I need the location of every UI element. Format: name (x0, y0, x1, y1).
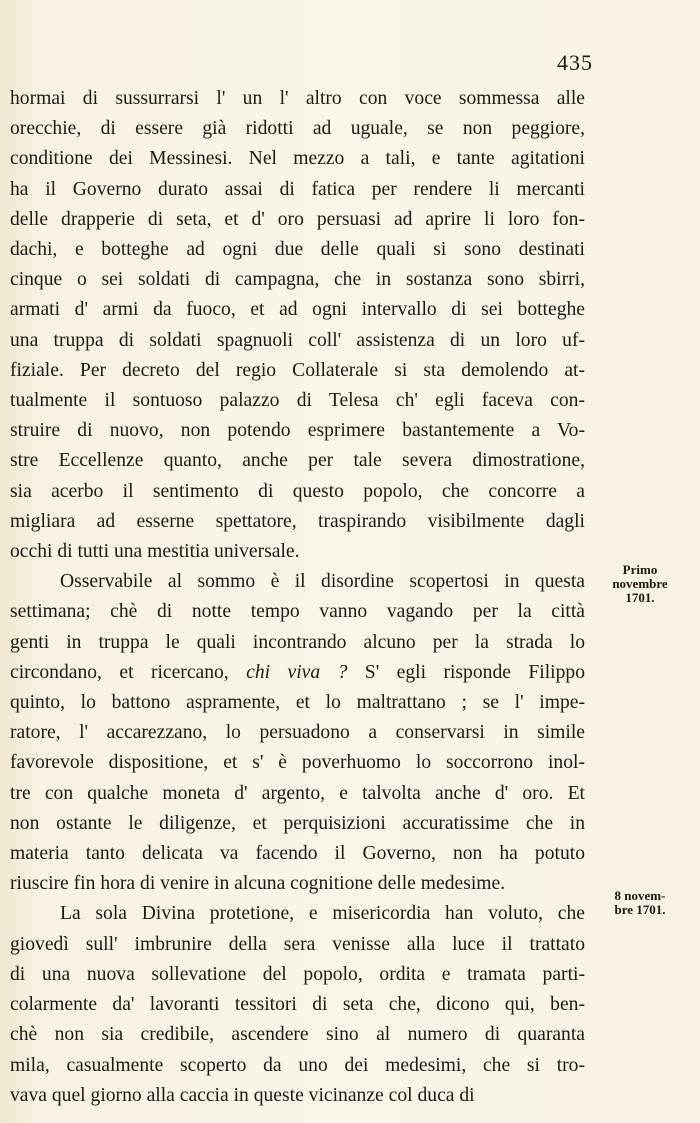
text-line: una truppa di soldati spagnuoli coll' assistenza di un loro uf- (10, 329, 585, 351)
text-line: cinque o sei soldati di campagna, che in sostanza sono sbirri, (10, 269, 585, 291)
text-line: chè non sia credibile, ascendere sino al numero di quaranta (10, 1024, 585, 1046)
text-line: orecchie, di essere già ridotti ad uguale, se non peggiore, (10, 118, 585, 140)
text-line: hormai di sussurrarsi l' un l' altro con voce sommessa alle (10, 88, 585, 109)
text-line: La sola Divina protetione, e misericordia han voluto, che (60, 903, 585, 925)
margin-note-line: 1701. (625, 590, 655, 605)
paragraph (10, 567, 585, 899)
text-line: riuscire fin hora di venire in alcuna cognitione delle medesime. (10, 873, 506, 895)
text-line: sia acerbo il sentimento di questo popolo, che concorre a (10, 480, 585, 502)
text-line: circondano, et ricercano, chi viva ? S' egli risponde Filippo (10, 661, 585, 683)
text-line: colarmente da' lavoranti tessitori di seta che, dicono qui, ben- (10, 994, 585, 1016)
margin-note-line: 8 novem- (614, 888, 666, 903)
text-line: struire di nuovo, non potendo esprimere bastantemente a Vo- (10, 420, 585, 442)
text-line: tre con qualche moneta d' argento, e talvolta anche d' oro. Et (10, 782, 585, 804)
text-line: fiziale. Per decreto del regio Collaterale si sta demolendo at- (10, 359, 585, 381)
text-line: quinto, lo battono aspramente, et lo maltrattano ; se l' impe- (10, 692, 585, 714)
text-line: non ostante le diligenze, et perquisizioni accuratissime che in (10, 812, 585, 834)
margin-note-date (590, 563, 690, 605)
text-line: migliara ad esserne spettatore, traspirando visibilmente dagli (10, 510, 585, 532)
text-line: genti in truppa le quali incontrando alcuno per la strada lo (10, 631, 585, 653)
text-line: armati d' armi da fuoco, et ad ogni intervallo di sei botteghe (10, 299, 585, 321)
text-line: ha il Governo durato assai di fatica per rendere li mercanti (10, 178, 585, 200)
text-line: giovedì sull' imbrunire della sera venisse alla luce il trattato (10, 933, 585, 955)
text-line: stre Eccellenze quanto, anche per tale severa dimostratione, (10, 450, 585, 472)
italic-phrase: chi viva ? (246, 661, 348, 683)
text-line: tualmente il sontuoso palazzo di Telesa ch' egli faceva con- (10, 390, 585, 412)
margin-note-line: novembre (612, 576, 668, 591)
text-line: mila, casualmente scoperto da uno dei medesimi, che si tro- (10, 1054, 585, 1076)
text-line: vava quel giorno alla caccia in queste vicinanze col duca di (10, 1084, 475, 1106)
paragraph (10, 899, 585, 1110)
text-line: Osservabile al sommo è il disordine scopertosi in questa (60, 571, 585, 593)
text-line: delle drapperie di seta, et d' oro persuasi ad aprire li loro fon- (10, 208, 585, 230)
margin-note-date (590, 889, 690, 917)
text-line: di una nuova sollevatione del popolo, ordita e tramata parti- (10, 963, 585, 985)
text-line: favorevole dispositione, et s' è poverhuomo lo soccorrono inol- (10, 752, 585, 774)
text-line: settimana; chè di notte tempo vanno vagando per la città (10, 601, 585, 623)
paragraph (10, 84, 585, 567)
text-line: occhi di tutti una mestitia universale. (10, 541, 300, 563)
text-line: materia tanto delicata va facendo il Governo, non ha potuto (10, 843, 585, 865)
text-line: dachi, e botteghe ad ogni due delle quali si sono destinati (10, 239, 585, 261)
text-line: ratore, l' accarezzano, lo persuadono a conservarsi in simile (10, 722, 585, 744)
page-number: 435 (557, 50, 593, 75)
margin-note-line: bre 1701. (614, 902, 666, 917)
body-text (10, 84, 585, 1111)
margin-note-line: Primo (622, 562, 658, 577)
text-line: conditione dei Messinesi. Nel mezzo a tali, e tante agitationi (10, 148, 585, 170)
